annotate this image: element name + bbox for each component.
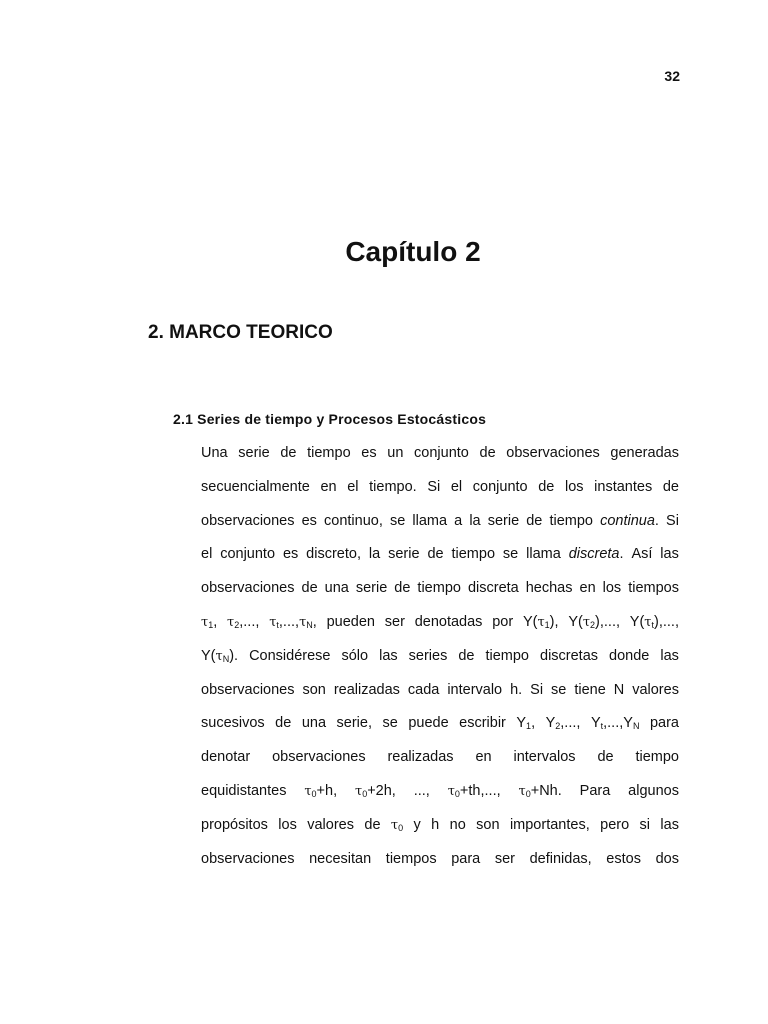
paragraph-line: observaciones son realizadas cada intervalo h. Si se tiene N valores [201, 681, 679, 698]
paragraph-line: observaciones es continuo, se llama a la serie de tiempo continua. Si [201, 512, 679, 529]
chapter-title: Capítulo 2 [345, 236, 481, 267]
body-paragraph [201, 441, 679, 880]
section-heading: 2. MARCO TEORICO [148, 322, 333, 343]
paragraph-line: $\tau_1$, $\tau_2$,..., $\tau_t,...,\tau_N$, pueden ser denotadas por $Y(\tau_1)$, $Y(\tau_2)$,..., $Y(\tau_t)$,..., [201, 613, 679, 630]
paragraph-line: observaciones necesitan tiempos para ser definidas, estos dos [201, 850, 679, 867]
paragraph-line: observaciones de una serie de tiempo discreta hechas en los tiempos [201, 580, 679, 597]
paragraph-line: Una serie de tiempo es un conjunto de observaciones generadas [201, 445, 679, 461]
page-number: 32 [664, 68, 680, 84]
paragraph-line: sucesivos de una serie, se puede escribir $Y_1$, $Y_2$,..., $Y_t,...,Y_N$ para [201, 715, 679, 732]
paragraph-line: propósitos los valores de $\tau_0$ y h no son importantes, pero si las [201, 816, 679, 833]
paragraph-line: equidistantes $\tau_0+h$, $\tau_0+2h$, ..., $\tau_0+th$,..., $\tau_0+Nh$. Para algunos [201, 782, 679, 799]
paragraph-line: $Y(\tau_N)$. Considérese sólo las series de tiempo discretas donde las [201, 647, 679, 664]
paragraph-line: denotar observaciones realizadas en intervalos de tiempo [201, 749, 679, 766]
paragraph-line: el conjunto es discreto, la serie de tiempo se llama discreta. Así las [201, 546, 679, 563]
paragraph-line: secuencialmente en el tiempo. Si el conjunto de los instantes de [201, 478, 679, 495]
subsection-heading: 2.1 Series de tiempo y Procesos Estocásticos [173, 411, 487, 427]
